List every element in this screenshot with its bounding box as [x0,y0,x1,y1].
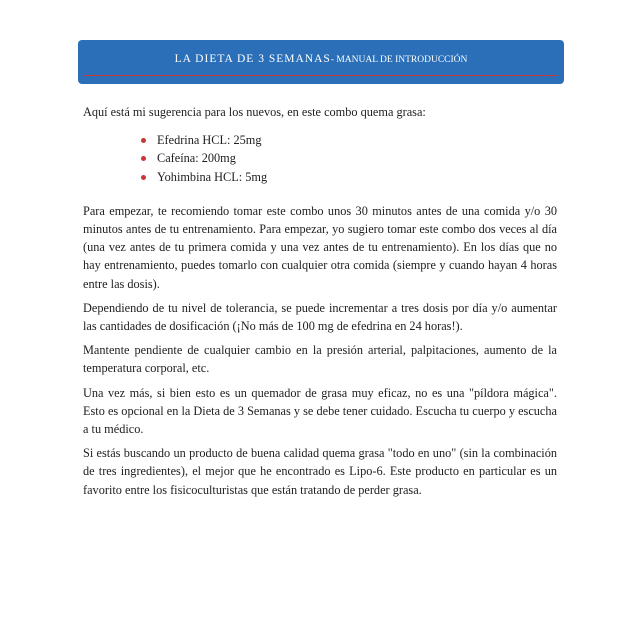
list-item-text: Yohimbina HCL: 5mg [157,169,268,184]
body-paragraph: Mantente pendiente de cualquier cambio en la presión arterial, palpitaciones, aumento de la temperatura corporal, etc. [83,343,557,376]
body-paragraph: Si estás buscando un producto de buena calidad quema grasa "todo en uno" (sin la combinación de tres ingredientes), el mejor que he encontrado es Lipo-6. Este producto en particular es un favorito entre los fisicoculturistas que están tratando de perder grasa. [83,446,557,497]
bullet-icon [141,156,146,161]
header-divider [84,75,558,76]
intro-paragraph: Aquí está mi sugerencia para los nuevos, en este combo quema grasa: [83,105,426,119]
list-item-text: Cafeína: 200mg [157,151,236,166]
header-banner [78,40,564,84]
list-item-text: Efedrina HCL: 25mg [157,133,262,148]
body-paragraph: Dependiendo de tu nivel de tolerancia, se puede incrementar a tres dosis por día y/o aumentar las cantidades de dosificación (¡No más de 100 mg de efedrina en 24 horas!). [83,300,557,334]
list-item [141,131,557,149]
bullet-icon [141,175,146,180]
ingredient-list [83,131,557,186]
body-paragraph: Una vez más, si bien esto es un quemador de grasa muy eficaz, no es una "píldora mágica". Esto es opcional en la Dieta de 3 Semanas y se debe tener cuidado. Escucha tu cuerpo y escucha a tu médico. [83,385,557,437]
body-paragraph: Para empezar, te recomiendo tomar este combo unos 30 minutos antes de una comida y/o 30 minutos antes de tu entrenamiento. Para empezar, yo sugiero tomar este combo dos veces al día (una vez antes de tu primera comida y una vez antes de tu entrenamiento). En los días que no hay entrenamiento, puedes tomarlo con cualquier otra comida (siempre y cuando hayan 4 horas entre las dosis). [83,203,557,291]
document-title [78,53,564,65]
list-item [141,168,557,186]
list-item [141,149,557,167]
document-title-subtitle: - MANUAL DE INTRODUCCIÓN [330,55,468,65]
bullet-icon [141,138,146,143]
page-content [83,103,557,499]
document-title-main: LA DIETA DE 3 SEMANAS [174,53,331,65]
